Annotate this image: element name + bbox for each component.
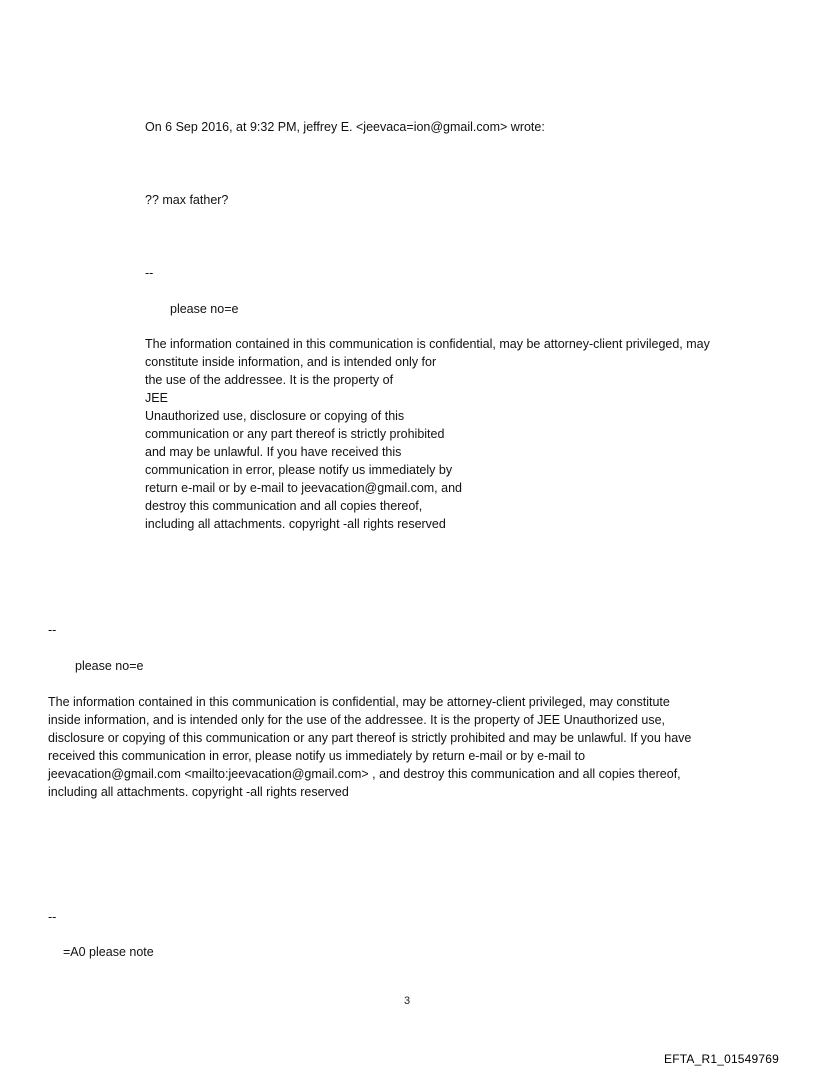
footer-signature-separator: -- bbox=[48, 910, 57, 924]
outer-signature-separator: -- bbox=[48, 623, 57, 637]
page-number: 3 bbox=[404, 995, 411, 1007]
quoted-disclaimer-first-line: The information contained in this communication is confidential, may be attorney-client privileged, may bbox=[145, 337, 710, 351]
quoted-disclaimer-body: constitute inside information, and is intended only for the use of the addressee. It is the property of JEE Unauthorized use, disclosure or copying of this communication or any part thereof is strictly prohibited and may be unlawful. If you have received this communication in error, please notify us immediately by return e-mail or by e-mail to jeevacation@gmail.com, and destroy this communication and all copies thereof, including all attachments. copyright -all rights reserved bbox=[145, 355, 462, 531]
outer-disclaimer: The information contained in this communication is confidential, may be attorney-client privileged, may constitute inside information, and is intended only for the use of the addressee. It is the property of JEE Unauthorized use, disclosure or copying of this communication or any part thereof is strictly prohibited and may be unlawful. If you have received this communication in error, please notify us immediately by return e-mail or by e-mail to jeevacation@gmail.com <mailto:jeevacation@gmail.com> , and destroy this communication and all copies thereof, including all attachments. copyright -all rights reserved bbox=[48, 695, 692, 799]
outer-signature-note: please no=e bbox=[75, 659, 144, 673]
quoted-header-line: On 6 Sep 2016, at 9:32 PM, jeffrey E. <jeevaca=ion@gmail.com> wrote: bbox=[145, 120, 545, 134]
document-id: EFTA_R1_01549769 bbox=[664, 1052, 780, 1066]
footer-signature-note: =A0 please note bbox=[63, 945, 154, 959]
quoted-signature-separator: -- bbox=[145, 266, 154, 280]
quoted-question: ?? max father? bbox=[145, 193, 229, 207]
quoted-signature-note: please no=e bbox=[170, 302, 239, 316]
